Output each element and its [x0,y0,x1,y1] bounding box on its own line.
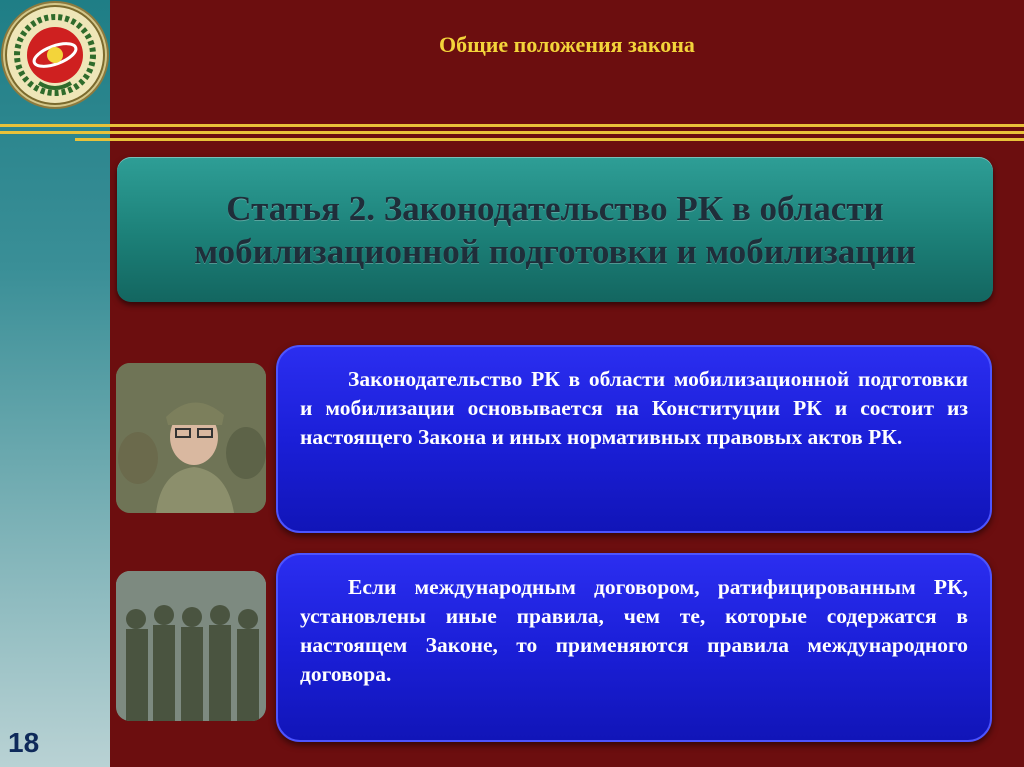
paragraph-box-1 [276,345,992,533]
article-heading-line-1: Статья 2. Законодательство РК в области [226,188,884,228]
left-side-band [0,0,110,767]
emblem-logo-icon [3,3,107,107]
gold-divider-top [0,124,1024,127]
gold-divider-middle [0,131,1024,134]
paragraph-text-1: Законодательство РК в области мобилизационной подготовки и мобилизации основывается на Конституции РК и состоит из настоящего Закона и иных нормативных правовых актов РК. [300,367,968,449]
soldiers-photo [116,571,266,721]
page-number: 18 [8,727,40,758]
article-heading-box [117,157,993,302]
slide-title: Общие положения закона [439,32,695,57]
paragraph-text-2: Если международным договором, ратифицированным РК, установлены иные правила, чем те, которые содержатся в настоящем Законе, то применяются правила международного договора. [300,575,968,686]
paragraph-box-2 [276,553,992,742]
article-heading-line-2: мобилизационной подготовки и мобилизации [194,231,916,271]
official-photo [116,363,266,513]
gold-divider-bottom [75,138,1024,141]
